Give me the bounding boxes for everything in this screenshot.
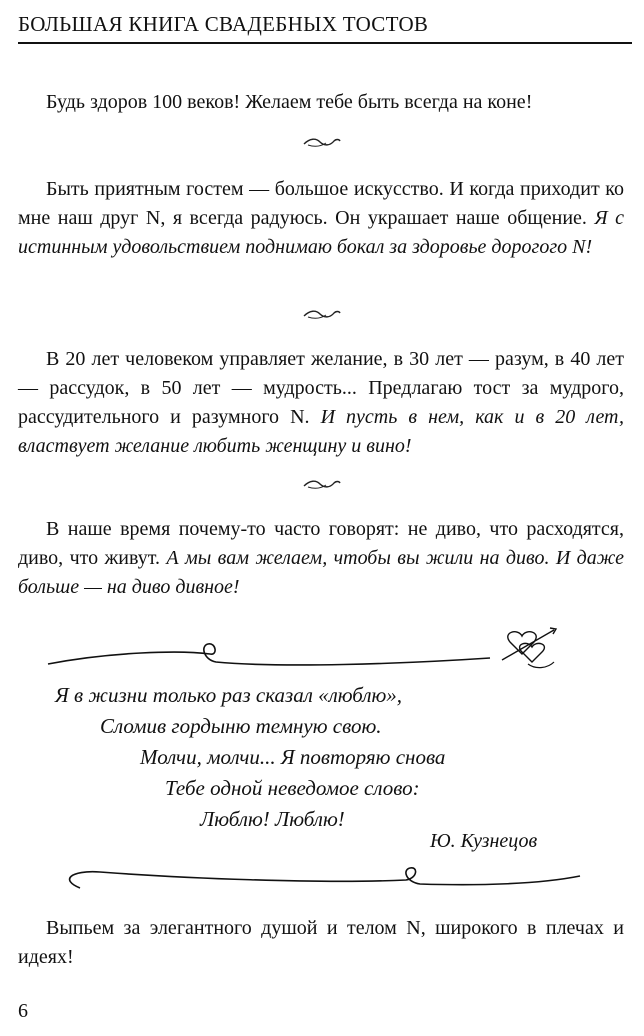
toast-paragraph — [18, 345, 624, 461]
toast-text: В наше время почему-то часто говорят: не диво, что расходятся, диво, что живут. — [18, 518, 624, 569]
header-rule — [18, 42, 632, 44]
poem-line: Молчи, молчи... Я повторяю снова — [140, 745, 446, 769]
running-header — [18, 12, 632, 44]
poem-line: Сломив гордыню темную свою. — [100, 714, 382, 738]
toast-text: Выпьем за элегантного душой и телом N, широкого в плечах и идеях! — [18, 917, 624, 968]
toast-paragraph — [18, 914, 624, 972]
toast-italic-text: Я с истинным удовольствием поднимаю бокал за здоровье дорогого N! — [18, 207, 624, 258]
decorative-swirl-top — [40, 620, 600, 680]
toast-text: Быть приятным гостем — большое искусство. И когда приходит ко мне наш друг N, я всегда радуюсь. Он украшает наше общение. — [18, 178, 624, 229]
decorative-swirl-bottom — [60, 858, 600, 898]
poem-author: Ю. Кузнецов — [430, 830, 538, 852]
toast-text: В 20 лет человеком управляет желание, в 30 лет — разум, в 40 лет — рассудок, в 50 лет — мудрость... Предлагаю тост за мудрого, рассудительного и разумного N. — [18, 348, 624, 428]
book-title: БОЛЬШАЯ КНИГА СВАДЕБНЫХ ТОСТОВ — [18, 12, 429, 36]
poem-line: Люблю! Люблю! — [200, 807, 345, 831]
flourish-icon — [302, 478, 342, 490]
toast-paragraph — [18, 88, 624, 117]
toast-paragraph — [18, 515, 624, 602]
toast-italic-text: А мы вам желаем, чтобы вы жили на диво. И даже больше — на диво дивное! — [18, 547, 624, 598]
hearts-arrow-icon — [502, 628, 556, 668]
page-number: 6 — [18, 1000, 28, 1022]
flourish-icon — [302, 308, 342, 320]
toast-paragraph — [18, 175, 624, 262]
poem-line: Я в жизни только раз сказал «люблю», — [55, 683, 403, 707]
toast-italic-text: И пусть в нем, как и в 20 лет, властвует желание любить женщину и вино! — [18, 406, 624, 457]
toast-text: Будь здоров 100 веков! Желаем тебе быть всегда на коне! — [46, 91, 533, 113]
flourish-icon — [302, 136, 342, 148]
poem-line: Тебе одной неведомое слово: — [165, 776, 420, 800]
